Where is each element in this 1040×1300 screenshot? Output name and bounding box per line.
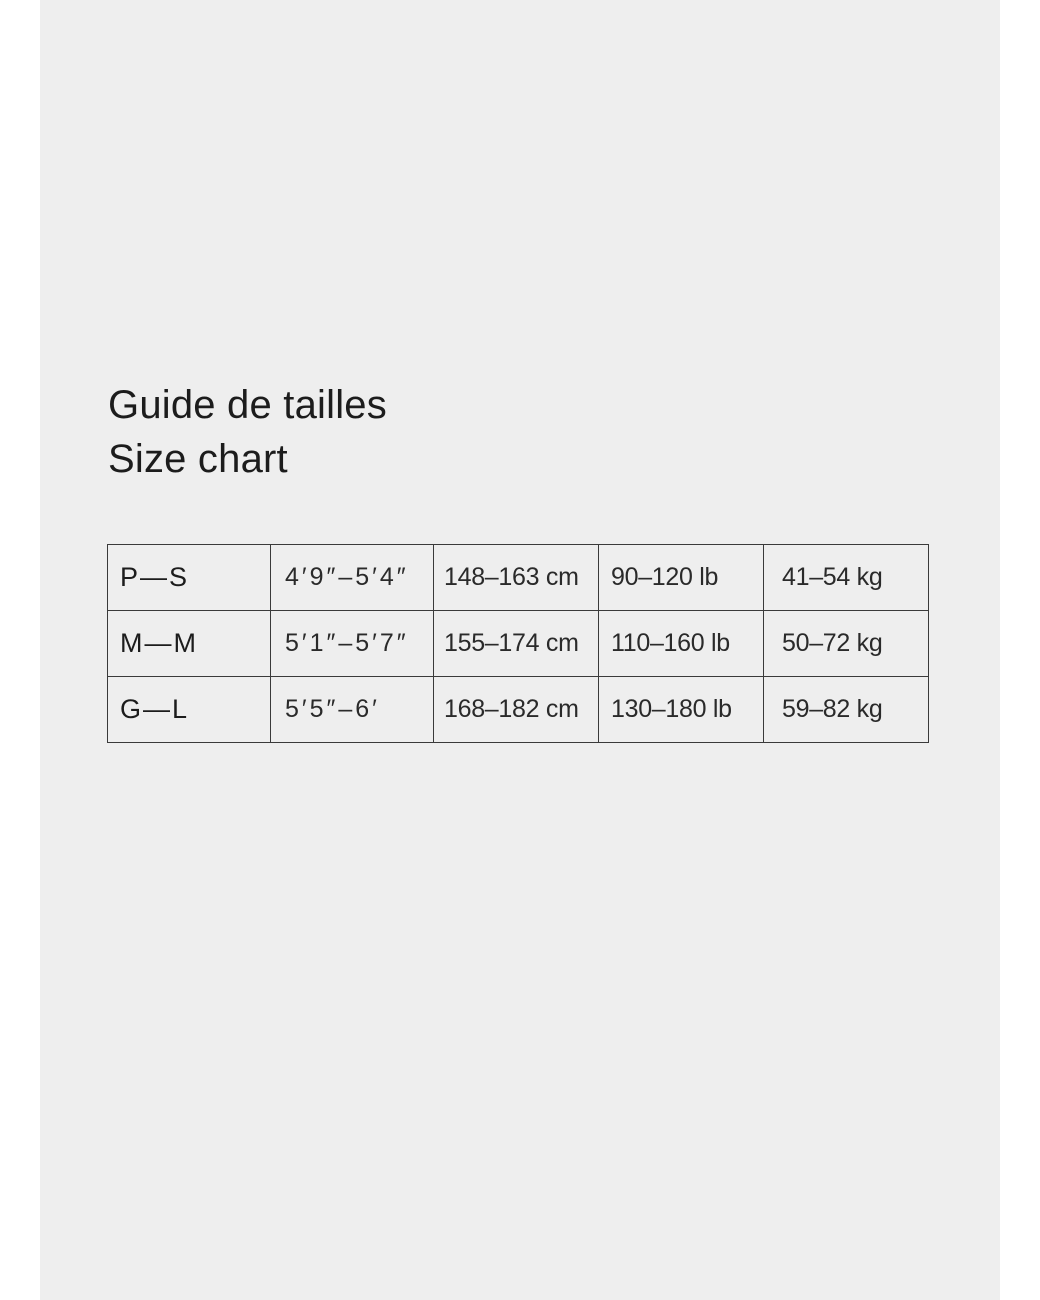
page-title <box>108 378 387 486</box>
table-row <box>108 545 929 611</box>
table-row <box>108 611 929 677</box>
size-chart-page <box>40 0 1000 1300</box>
weight-kg: 59–82 kg <box>764 677 929 743</box>
table-row <box>108 677 929 743</box>
weight-kg: 50–72 kg <box>764 611 929 677</box>
weight-lb: 110–160 lb <box>599 611 764 677</box>
height-imperial: 5′1″–5′7″ <box>271 611 434 677</box>
height-imperial: 5′5″–6′ <box>271 677 434 743</box>
height-metric: 148–163 cm <box>434 545 599 611</box>
height-metric: 155–174 cm <box>434 611 599 677</box>
height-imperial: 4′9″–5′4″ <box>271 545 434 611</box>
weight-kg: 41–54 kg <box>764 545 929 611</box>
size-label: P—S <box>108 545 271 611</box>
title-french: Guide de tailles <box>108 383 387 427</box>
size-label: M—M <box>108 611 271 677</box>
size-label: G—L <box>108 677 271 743</box>
size-table <box>107 544 929 743</box>
height-metric: 168–182 cm <box>434 677 599 743</box>
title-english: Size chart <box>108 437 288 481</box>
weight-lb: 90–120 lb <box>599 545 764 611</box>
weight-lb: 130–180 lb <box>599 677 764 743</box>
